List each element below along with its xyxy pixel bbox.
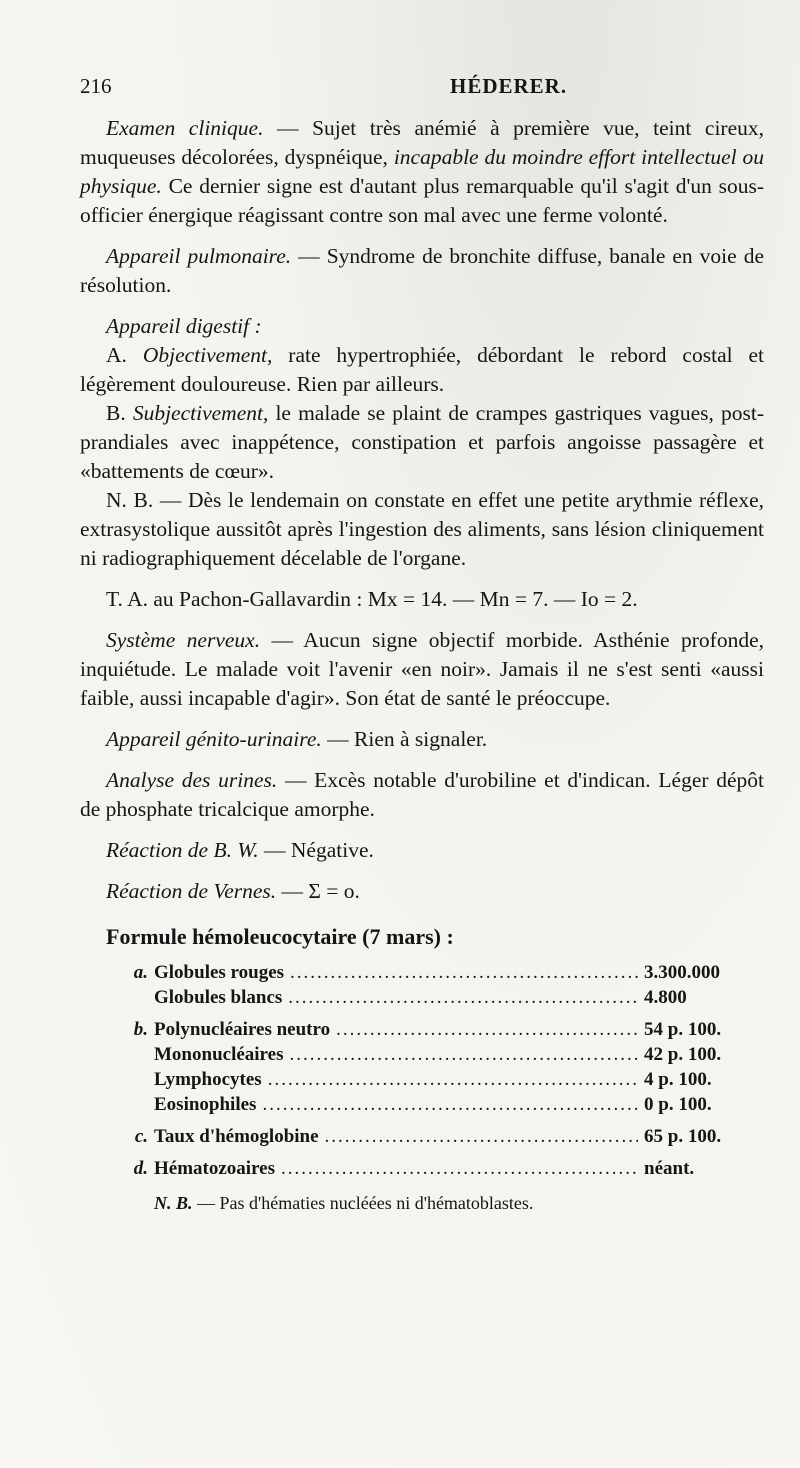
pulmonary-label: Appareil pulmonaire.	[106, 244, 292, 268]
digestive-objective	[80, 341, 764, 399]
leader-dots	[262, 1092, 638, 1117]
exam-text-2: Ce dernier signe est d'autant plus remarquable qu'il s'agit d'un sous-officier énergique réagissant contre son mal avec une ferme volonté.	[80, 174, 764, 227]
leader-dots	[268, 1067, 638, 1092]
exam-emphasis: incapable du moindre effort intellectuel ou physique.	[80, 145, 764, 198]
digestive-note: N. B. — Dès le lendemain on constate en effet une petite arythmie réflexe, extrasystolique aussitôt après l'ingestion des aliments, sans lésion cliniquement ni radiographiquement décelable de l'organe.	[80, 488, 764, 570]
row-label: Globules blancs	[154, 987, 283, 1008]
bw-text: — Négative.	[258, 838, 374, 862]
row-letter: d.	[133, 1158, 148, 1179]
row-letter: a.	[133, 962, 148, 983]
leader-dots	[288, 985, 638, 1010]
vernes-label: Réaction de Vernes.	[106, 879, 277, 903]
formula-title: Formule hémoleucocytaire (7 mars) :	[106, 924, 454, 949]
pulmonary-text: — Syndrome de bronchite diffuse, banale en voie de résolution.	[80, 244, 765, 297]
leader-dots	[336, 1017, 638, 1042]
exam-paragraph	[80, 114, 764, 230]
subjective-prefix: B.	[106, 401, 133, 425]
leader-dots	[325, 1124, 638, 1149]
formula-row	[80, 1124, 764, 1149]
formula-row	[80, 1067, 764, 1092]
leader-dots	[281, 1156, 638, 1181]
formula-row	[80, 1092, 764, 1117]
vernes-paragraph	[80, 877, 764, 906]
blood-pressure-line: T. A. au Pachon-Gallavardin : Mx = 14. — Mn = 7. — Io = 2.	[106, 587, 638, 611]
urine-label: Analyse des urines.	[106, 768, 278, 792]
genito-paragraph	[80, 725, 764, 754]
subjective-text: le malade se plaint de crampes gastriques vagues, post-prandiales avec inappétence, constipation et parfois angoisse passagère et «battements de cœur».	[80, 401, 764, 483]
row-value: 42 p. 100.	[644, 1044, 722, 1065]
urine-text: — Excès notable d'urobiline et d'indican. Léger dépôt de phosphate tricalcique amorphe.	[80, 768, 764, 821]
row-letter: c.	[134, 1126, 148, 1147]
final-note	[154, 1189, 764, 1218]
final-note-label: N. B.	[154, 1193, 193, 1213]
leader-dots	[290, 960, 638, 985]
blood-formula-list	[80, 960, 764, 1181]
row-value: 3.300.000	[644, 962, 720, 983]
row-label: Lymphocytes	[154, 1069, 262, 1090]
vernes-text: — Σ = o.	[276, 879, 360, 903]
pulmonary-paragraph	[80, 242, 764, 300]
row-value: 0 p. 100.	[644, 1094, 712, 1115]
digestive-subjective	[80, 399, 764, 486]
objective-text: rate hypertrophiée, débordant le rebord costal et légèrement douloureuse. Rien par ailleurs.	[80, 343, 765, 396]
genito-text: — Rien à signaler.	[321, 727, 488, 751]
row-label: Globules rouges	[154, 962, 285, 983]
genito-label: Appareil génito-urinaire.	[106, 727, 322, 751]
row-value: 4.800	[644, 987, 687, 1008]
formula-row	[80, 1017, 764, 1042]
subjective-label: Subjectivement,	[132, 401, 269, 425]
final-note-text: — Pas d'hématies nucléées ni d'hématoblastes.	[192, 1193, 534, 1213]
exam-label: Examen clinique.	[106, 116, 264, 140]
row-value: 4 p. 100.	[644, 1069, 712, 1090]
page-header	[80, 74, 764, 114]
row-value: 65 p. 100.	[644, 1126, 722, 1147]
row-value: 54 p. 100.	[644, 1019, 722, 1040]
objective-label: Objectivement,	[142, 343, 273, 367]
row-letter: b.	[133, 1019, 148, 1040]
formula-row	[80, 985, 764, 1010]
digestive-heading	[80, 312, 764, 341]
page-number: 216	[80, 74, 112, 98]
bw-paragraph	[80, 836, 764, 865]
row-value: néant.	[644, 1158, 695, 1179]
formula-row	[80, 960, 764, 985]
row-label: Hématozoaires	[154, 1158, 275, 1179]
nervous-label: Système nerveux.	[106, 628, 261, 652]
formula-row	[80, 1156, 764, 1181]
digestive-label: Appareil digestif :	[106, 314, 262, 338]
row-label: Taux d'hémoglobine	[154, 1126, 319, 1147]
leader-dots	[289, 1042, 638, 1067]
exam-text: — Sujet très anémié à première vue, teint cireux, muqueuses décolorées, dyspnéique,	[80, 116, 764, 169]
nervous-paragraph	[80, 626, 764, 713]
running-head: HÉDERER.	[450, 74, 568, 98]
nervous-text: — Aucun signe objectif morbide. Asthénie profonde, inquiétude. Le malade voit l'avenir «en noir». Jamais il ne s'est senti «aussi faible, aussi incapable d'agir». Son état de santé le préoccupe.	[80, 628, 764, 710]
objective-prefix: A.	[106, 343, 143, 367]
row-label: Mononucléaires	[154, 1044, 284, 1065]
row-label: Eosinophiles	[154, 1094, 257, 1115]
urine-paragraph	[80, 766, 764, 824]
formula-row	[80, 1042, 764, 1067]
bw-label: Réaction de B. W.	[106, 838, 259, 862]
row-label: Polynucléaires neutro	[154, 1019, 331, 1040]
